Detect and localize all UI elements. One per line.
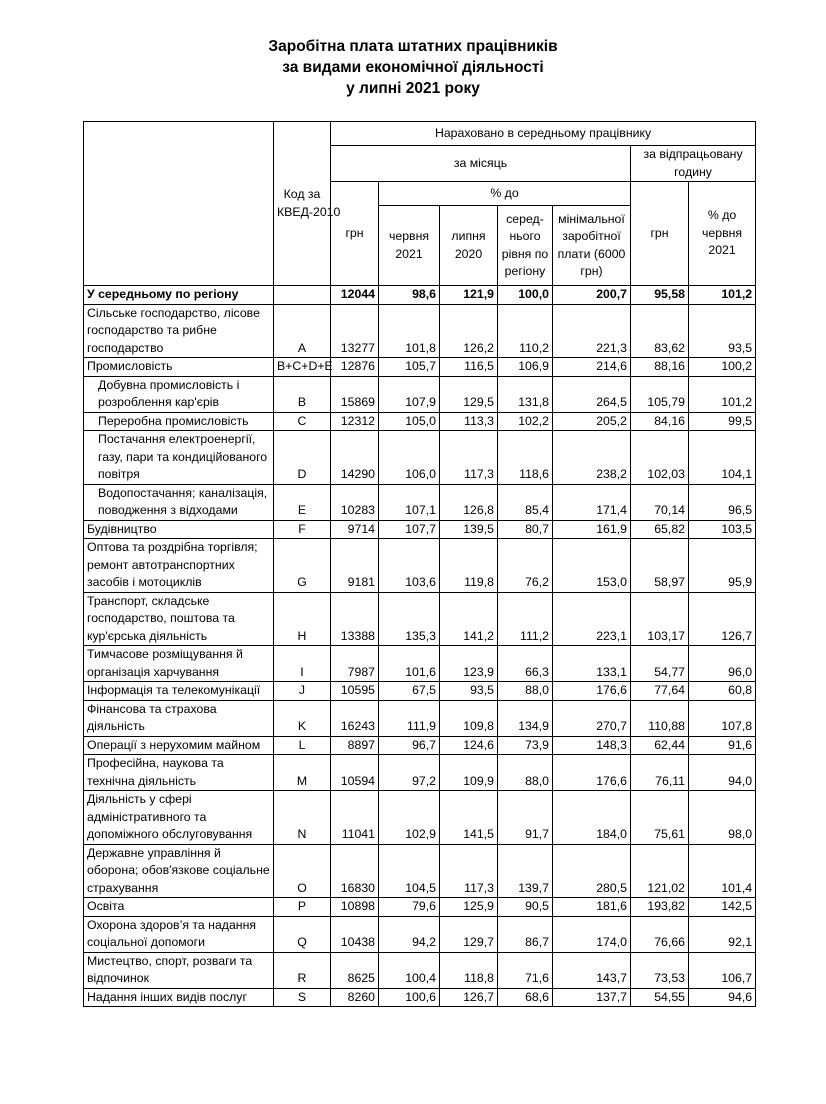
activity-name-cell: Транспорт, складське господарство, поштова та кур'єрська діяльність <box>84 592 274 646</box>
pct-june-2021-cell: 101,8 <box>379 304 440 358</box>
table-row <box>84 988 756 1007</box>
pct-july-2020-cell: 109,8 <box>440 700 498 736</box>
kved-code-cell: J <box>274 682 331 701</box>
pct-min-wage-cell: 200,7 <box>553 286 631 305</box>
pct-june-2021-cell: 101,6 <box>379 646 440 682</box>
header-july-2020: липня 2020 <box>440 206 498 286</box>
hourly-pct-june-2021-cell: 104,1 <box>689 431 756 485</box>
pct-july-2020-cell: 139,5 <box>440 520 498 539</box>
pct-june-2021-cell: 135,3 <box>379 592 440 646</box>
hourly-pct-june-2021-cell: 95,9 <box>689 539 756 593</box>
kved-code-cell: N <box>274 791 331 845</box>
pct-regional-avg-cell: 102,2 <box>498 412 553 431</box>
avg-salary-uah-cell: 8260 <box>331 988 379 1007</box>
hourly-uah-cell: 88,16 <box>631 358 689 377</box>
kved-code-cell: M <box>274 755 331 791</box>
activity-name-cell: Промисловість <box>84 358 274 377</box>
pct-june-2021-cell: 107,9 <box>379 376 440 412</box>
hourly-uah-cell: 103,17 <box>631 592 689 646</box>
kved-code-cell: D <box>274 431 331 485</box>
pct-regional-avg-cell: 131,8 <box>498 376 553 412</box>
pct-min-wage-cell: 221,3 <box>553 304 631 358</box>
header-regional-avg: серед-нього рівня по регіону <box>498 206 553 286</box>
hourly-uah-cell: 110,88 <box>631 700 689 736</box>
hourly-uah-cell: 65,82 <box>631 520 689 539</box>
avg-salary-uah-cell: 10283 <box>331 484 379 520</box>
pct-june-2021-cell: 79,6 <box>379 898 440 917</box>
kved-code-cell: K <box>274 700 331 736</box>
pct-regional-avg-cell: 106,9 <box>498 358 553 377</box>
pct-june-2021-cell: 100,4 <box>379 952 440 988</box>
avg-salary-uah-cell: 13388 <box>331 592 379 646</box>
header-uah-hour: грн <box>631 182 689 286</box>
pct-regional-avg-cell: 85,4 <box>498 484 553 520</box>
pct-regional-avg-cell: 134,9 <box>498 700 553 736</box>
header-pct-to: % до <box>379 182 631 206</box>
activity-name-cell: Професійна, наукова та технічна діяльність <box>84 755 274 791</box>
activity-name-cell: Переробна промисловість <box>84 412 274 431</box>
pct-june-2021-cell: 107,7 <box>379 520 440 539</box>
kved-code-cell: A <box>274 304 331 358</box>
kved-code-cell: R <box>274 952 331 988</box>
pct-june-2021-cell: 103,6 <box>379 539 440 593</box>
activity-name-cell: Мистецтво, спорт, розваги та відпочинок <box>84 952 274 988</box>
header-per-hour: за відпрацьовану годину <box>631 146 756 182</box>
hourly-pct-june-2021-cell: 60,8 <box>689 682 756 701</box>
pct-june-2021-cell: 102,9 <box>379 791 440 845</box>
pct-june-2021-cell: 100,6 <box>379 988 440 1007</box>
avg-salary-uah-cell: 12044 <box>331 286 379 305</box>
table-row <box>84 376 756 412</box>
avg-salary-uah-cell: 12312 <box>331 412 379 431</box>
pct-min-wage-cell: 214,6 <box>553 358 631 377</box>
activity-name-cell: Водопостачання; каналізація, поводження з відходами <box>84 484 274 520</box>
activity-name-cell: Будівництво <box>84 520 274 539</box>
hourly-pct-june-2021-cell: 101,2 <box>689 286 756 305</box>
kved-code-cell: G <box>274 539 331 593</box>
hourly-uah-cell: 77,64 <box>631 682 689 701</box>
document-title <box>0 36 826 99</box>
hourly-uah-cell: 102,03 <box>631 431 689 485</box>
pct-june-2021-cell: 105,0 <box>379 412 440 431</box>
hourly-uah-cell: 58,97 <box>631 539 689 593</box>
hourly-pct-june-2021-cell: 103,5 <box>689 520 756 539</box>
header-min-wage: мінімальної заробітної плати (6000 грн) <box>553 206 631 286</box>
table-row <box>84 682 756 701</box>
pct-july-2020-cell: 93,5 <box>440 682 498 701</box>
pct-min-wage-cell: 270,7 <box>553 700 631 736</box>
activity-name-cell: У середньому по регіону <box>84 286 274 305</box>
pct-regional-avg-cell: 73,9 <box>498 736 553 755</box>
pct-july-2020-cell: 126,8 <box>440 484 498 520</box>
avg-salary-uah-cell: 8897 <box>331 736 379 755</box>
activity-name-cell: Державне управління й оборона; обов'язкове соціальне страхування <box>84 844 274 898</box>
hourly-pct-june-2021-cell: 96,5 <box>689 484 756 520</box>
hourly-pct-june-2021-cell: 92,1 <box>689 916 756 952</box>
avg-salary-uah-cell: 16243 <box>331 700 379 736</box>
avg-salary-uah-cell: 10438 <box>331 916 379 952</box>
hourly-pct-june-2021-cell: 99,5 <box>689 412 756 431</box>
hourly-pct-june-2021-cell: 106,7 <box>689 952 756 988</box>
pct-june-2021-cell: 98,6 <box>379 286 440 305</box>
activity-name-cell: Операції з нерухомим майном <box>84 736 274 755</box>
pct-regional-avg-cell: 71,6 <box>498 952 553 988</box>
pct-june-2021-cell: 104,5 <box>379 844 440 898</box>
pct-june-2021-cell: 111,9 <box>379 700 440 736</box>
activity-name-cell: Тимчасове розміщування й організація харчування <box>84 646 274 682</box>
pct-regional-avg-cell: 86,7 <box>498 916 553 952</box>
hourly-uah-cell: 54,55 <box>631 988 689 1007</box>
activity-name-cell: Охорона здоров’я та надання соціальної допомоги <box>84 916 274 952</box>
pct-regional-avg-cell: 80,7 <box>498 520 553 539</box>
wages-table <box>83 121 756 1007</box>
hourly-uah-cell: 54,77 <box>631 646 689 682</box>
table-header <box>84 122 756 286</box>
table-row <box>84 791 756 845</box>
hourly-uah-cell: 193,82 <box>631 898 689 917</box>
kved-code-cell: F <box>274 520 331 539</box>
table-row <box>84 592 756 646</box>
table-row <box>84 736 756 755</box>
pct-min-wage-cell: 181,6 <box>553 898 631 917</box>
pct-july-2020-cell: 129,7 <box>440 916 498 952</box>
pct-july-2020-cell: 119,8 <box>440 539 498 593</box>
pct-regional-avg-cell: 76,2 <box>498 539 553 593</box>
activity-name-cell: Освіта <box>84 898 274 917</box>
activity-name-cell: Сільське господарство, лісове господарство та рибне господарство <box>84 304 274 358</box>
pct-regional-avg-cell: 139,7 <box>498 844 553 898</box>
pct-july-2020-cell: 125,9 <box>440 898 498 917</box>
table-row-region-average <box>84 286 756 305</box>
pct-july-2020-cell: 117,3 <box>440 844 498 898</box>
pct-july-2020-cell: 141,2 <box>440 592 498 646</box>
kved-code-cell: C <box>274 412 331 431</box>
hourly-pct-june-2021-cell: 142,5 <box>689 898 756 917</box>
title-line-2: за видами економічної діяльності <box>282 59 544 76</box>
header-uah: грн <box>331 182 379 286</box>
avg-salary-uah-cell: 10898 <box>331 898 379 917</box>
avg-salary-uah-cell: 9714 <box>331 520 379 539</box>
header-code: Код за КВЕД-2010 <box>274 122 331 286</box>
pct-july-2020-cell: 113,3 <box>440 412 498 431</box>
table-row <box>84 898 756 917</box>
activity-name-cell: Діяльність у сфері адміністративного та допоміжного обслуговування <box>84 791 274 845</box>
kved-code-cell <box>274 286 331 305</box>
pct-july-2020-cell: 121,9 <box>440 286 498 305</box>
pct-july-2020-cell: 141,5 <box>440 791 498 845</box>
pct-min-wage-cell: 280,5 <box>553 844 631 898</box>
pct-min-wage-cell: 174,0 <box>553 916 631 952</box>
pct-regional-avg-cell: 68,6 <box>498 988 553 1007</box>
pct-regional-avg-cell: 91,7 <box>498 791 553 845</box>
pct-june-2021-cell: 97,2 <box>379 755 440 791</box>
pct-july-2020-cell: 109,9 <box>440 755 498 791</box>
kved-code-cell: B+C+D+E <box>274 358 331 377</box>
table-row <box>84 646 756 682</box>
hourly-uah-cell: 75,61 <box>631 791 689 845</box>
hourly-uah-cell: 70,14 <box>631 484 689 520</box>
hourly-pct-june-2021-cell: 96,0 <box>689 646 756 682</box>
table-body <box>84 286 756 1007</box>
table-row <box>84 844 756 898</box>
kved-code-cell: P <box>274 898 331 917</box>
header-june-2021: червня 2021 <box>379 206 440 286</box>
pct-july-2020-cell: 129,5 <box>440 376 498 412</box>
pct-june-2021-cell: 67,5 <box>379 682 440 701</box>
pct-min-wage-cell: 176,6 <box>553 755 631 791</box>
hourly-pct-june-2021-cell: 101,4 <box>689 844 756 898</box>
pct-regional-avg-cell: 110,2 <box>498 304 553 358</box>
hourly-uah-cell: 95,58 <box>631 286 689 305</box>
hourly-uah-cell: 76,11 <box>631 755 689 791</box>
avg-salary-uah-cell: 14290 <box>331 431 379 485</box>
pct-july-2020-cell: 117,3 <box>440 431 498 485</box>
hourly-uah-cell: 76,66 <box>631 916 689 952</box>
hourly-pct-june-2021-cell: 93,5 <box>689 304 756 358</box>
hourly-uah-cell: 73,53 <box>631 952 689 988</box>
kved-code-cell: I <box>274 646 331 682</box>
table-row <box>84 700 756 736</box>
pct-july-2020-cell: 124,6 <box>440 736 498 755</box>
table-row <box>84 358 756 377</box>
title-line-3: у липні 2021 року <box>346 80 480 97</box>
hourly-uah-cell: 84,16 <box>631 412 689 431</box>
hourly-pct-june-2021-cell: 94,0 <box>689 755 756 791</box>
hourly-uah-cell: 105,79 <box>631 376 689 412</box>
table-row <box>84 952 756 988</box>
table-row <box>84 520 756 539</box>
pct-min-wage-cell: 143,7 <box>553 952 631 988</box>
pct-june-2021-cell: 105,7 <box>379 358 440 377</box>
table-row <box>84 412 756 431</box>
avg-salary-uah-cell: 16830 <box>331 844 379 898</box>
kved-code-cell: Q <box>274 916 331 952</box>
pct-regional-avg-cell: 118,6 <box>498 431 553 485</box>
hourly-pct-june-2021-cell: 100,2 <box>689 358 756 377</box>
pct-regional-avg-cell: 111,2 <box>498 592 553 646</box>
hourly-pct-june-2021-cell: 91,6 <box>689 736 756 755</box>
avg-salary-uah-cell: 11041 <box>331 791 379 845</box>
pct-regional-avg-cell: 66,3 <box>498 646 553 682</box>
table-row <box>84 916 756 952</box>
pct-july-2020-cell: 116,5 <box>440 358 498 377</box>
hourly-pct-june-2021-cell: 126,7 <box>689 592 756 646</box>
pct-regional-avg-cell: 90,5 <box>498 898 553 917</box>
kved-code-cell: O <box>274 844 331 898</box>
pct-min-wage-cell: 153,0 <box>553 539 631 593</box>
kved-code-cell: S <box>274 988 331 1007</box>
hourly-pct-june-2021-cell: 101,2 <box>689 376 756 412</box>
table-row <box>84 755 756 791</box>
avg-salary-uah-cell: 13277 <box>331 304 379 358</box>
pct-min-wage-cell: 223,1 <box>553 592 631 646</box>
pct-july-2020-cell: 126,7 <box>440 988 498 1007</box>
hourly-pct-june-2021-cell: 94,6 <box>689 988 756 1007</box>
avg-salary-uah-cell: 9181 <box>331 539 379 593</box>
pct-june-2021-cell: 106,0 <box>379 431 440 485</box>
activity-name-cell: Добувна промисловість і розроблення кар'єрів <box>84 376 274 412</box>
hourly-uah-cell: 62,44 <box>631 736 689 755</box>
activity-name-cell: Оптова та роздрібна торгівля; ремонт автотранспортних засобів і мотоциклів <box>84 539 274 593</box>
pct-july-2020-cell: 118,8 <box>440 952 498 988</box>
pct-min-wage-cell: 176,6 <box>553 682 631 701</box>
table-row <box>84 539 756 593</box>
activity-name-cell: Постачання електроенергії, газу, пари та кондиційованого повітря <box>84 431 274 485</box>
header-pct-june-2021: % до червня 2021 <box>689 182 756 286</box>
pct-min-wage-cell: 238,2 <box>553 431 631 485</box>
activity-name-cell: Інформація та телекомунікації <box>84 682 274 701</box>
pct-july-2020-cell: 123,9 <box>440 646 498 682</box>
pct-min-wage-cell: 264,5 <box>553 376 631 412</box>
table-row <box>84 304 756 358</box>
pct-regional-avg-cell: 100,0 <box>498 286 553 305</box>
avg-salary-uah-cell: 8625 <box>331 952 379 988</box>
table-row <box>84 431 756 485</box>
header-per-month: за місяць <box>331 146 631 182</box>
title-line-1: Заробітна плата штатних працівників <box>268 38 558 55</box>
header-accrued: Нараховано в середньому працівнику <box>331 122 756 146</box>
avg-salary-uah-cell: 10595 <box>331 682 379 701</box>
kved-code-cell: E <box>274 484 331 520</box>
kved-code-cell: B <box>274 376 331 412</box>
table-row <box>84 484 756 520</box>
avg-salary-uah-cell: 12876 <box>331 358 379 377</box>
pct-min-wage-cell: 137,7 <box>553 988 631 1007</box>
kved-code-cell: H <box>274 592 331 646</box>
pct-min-wage-cell: 205,2 <box>553 412 631 431</box>
pct-june-2021-cell: 107,1 <box>379 484 440 520</box>
activity-name-cell: Надання інших видів послуг <box>84 988 274 1007</box>
pct-regional-avg-cell: 88,0 <box>498 682 553 701</box>
activity-name-cell: Фінансова та страхова діяльність <box>84 700 274 736</box>
hourly-pct-june-2021-cell: 98,0 <box>689 791 756 845</box>
pct-min-wage-cell: 161,9 <box>553 520 631 539</box>
hourly-pct-june-2021-cell: 107,8 <box>689 700 756 736</box>
header-activity-blank <box>84 122 274 286</box>
kved-code-cell: L <box>274 736 331 755</box>
avg-salary-uah-cell: 10594 <box>331 755 379 791</box>
pct-july-2020-cell: 126,2 <box>440 304 498 358</box>
hourly-uah-cell: 83,62 <box>631 304 689 358</box>
avg-salary-uah-cell: 15869 <box>331 376 379 412</box>
pct-min-wage-cell: 133,1 <box>553 646 631 682</box>
pct-min-wage-cell: 171,4 <box>553 484 631 520</box>
pct-june-2021-cell: 96,7 <box>379 736 440 755</box>
pct-june-2021-cell: 94,2 <box>379 916 440 952</box>
pct-min-wage-cell: 148,3 <box>553 736 631 755</box>
pct-min-wage-cell: 184,0 <box>553 791 631 845</box>
pct-regional-avg-cell: 88,0 <box>498 755 553 791</box>
avg-salary-uah-cell: 7987 <box>331 646 379 682</box>
hourly-uah-cell: 121,02 <box>631 844 689 898</box>
